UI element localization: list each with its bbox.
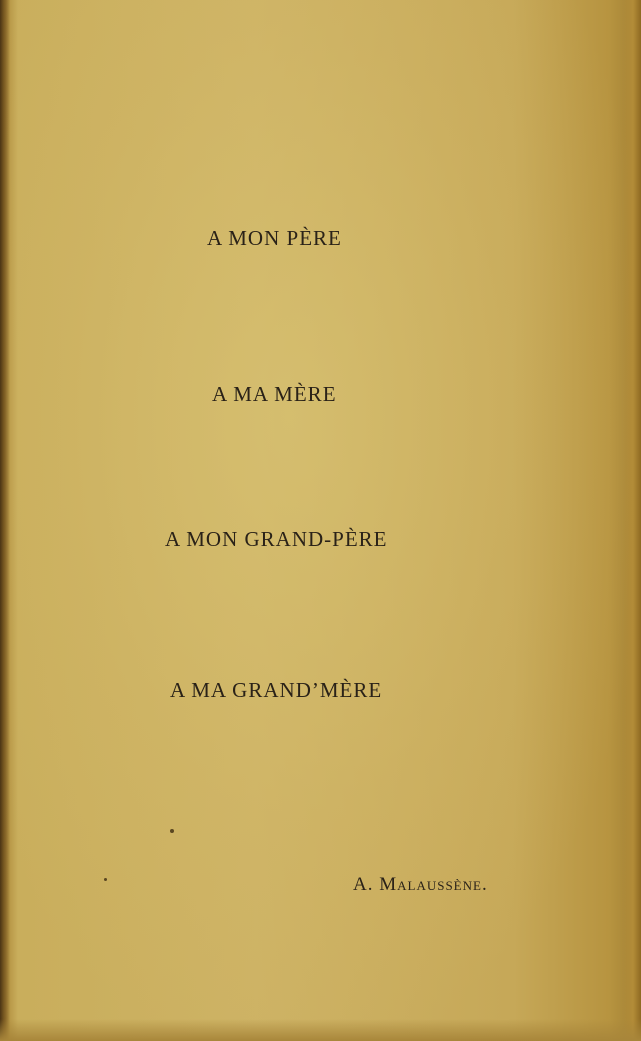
author-signature: A. Malaussène. bbox=[353, 874, 488, 895]
page-left-edge bbox=[0, 0, 10, 1041]
page-right-edge bbox=[623, 0, 641, 1041]
dedication-line-pere: A MON PÈRE bbox=[207, 226, 342, 250]
paper-speck bbox=[104, 878, 107, 881]
dedication-line-mere: A MA MÈRE bbox=[212, 382, 337, 406]
paper-speck bbox=[170, 829, 174, 833]
page-bottom-edge bbox=[0, 1019, 641, 1041]
dedication-line-grand-mere: A MA GRAND’MÈRE bbox=[170, 678, 383, 702]
dedication-line-grand-pere: A MON GRAND-PÈRE bbox=[165, 527, 388, 551]
